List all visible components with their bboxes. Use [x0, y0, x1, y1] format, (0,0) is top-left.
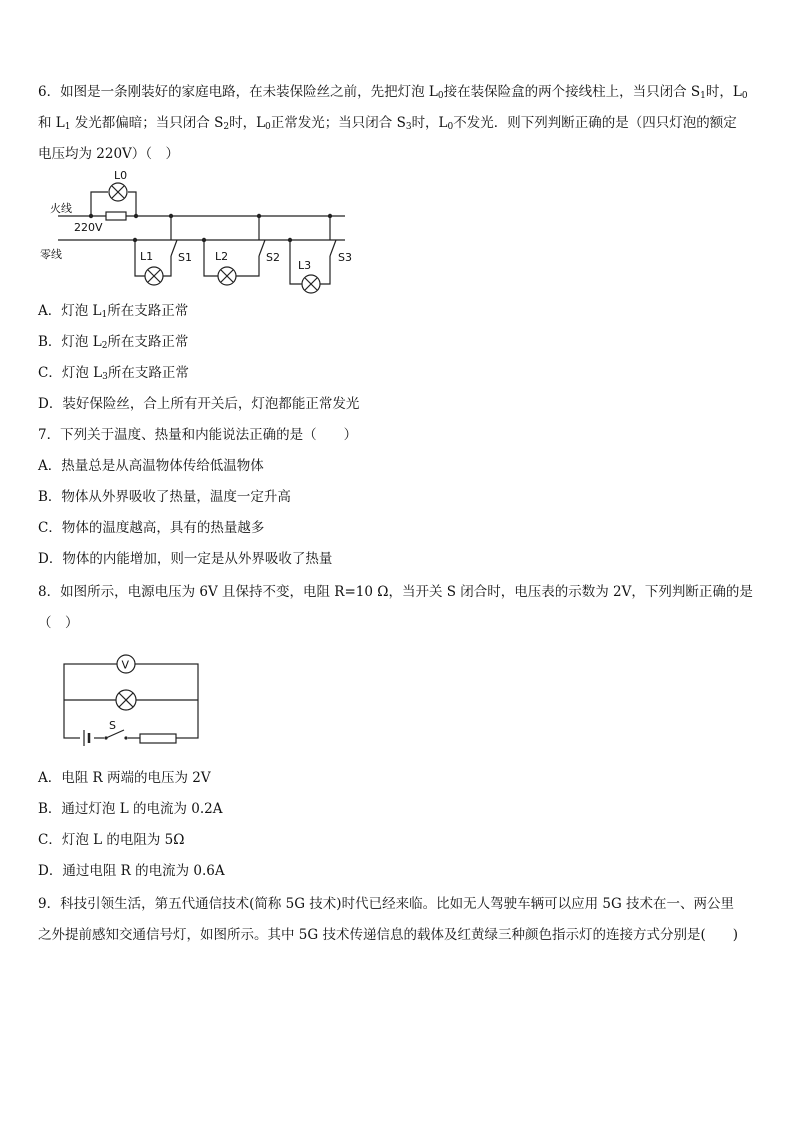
q6-circuit-diagram: [30, 168, 370, 298]
fuse-box: [106, 212, 126, 220]
q7-stem: 7．下列关于温度、热量和内能说法正确的是（ ）: [38, 427, 358, 443]
q6-option-d: D．装好保险丝，合上所有开关后，灯泡都能正常发光: [38, 396, 360, 412]
voltmeter-label: V: [121, 658, 130, 672]
s3-label: S3: [338, 251, 352, 264]
live-wire-label: 火线: [50, 202, 72, 215]
resistor-r: [140, 734, 176, 743]
q8-option-b: B．通过灯泡 L 的电流为 0.2A: [38, 801, 223, 817]
q6-stem-line-2: 和 $L_1$ 发光都偏暗；当只闭合 $S_2$时，$L_0$正常发光；当只闭合 $S_3$时，$L_0$不发光．则下列判断正确的是（四只灯泡的额定: [38, 115, 737, 132]
q8-option-c: C．灯泡 L 的电阻为 5Ω: [38, 832, 185, 848]
switch-label: S: [109, 719, 116, 732]
q8-stem-line-2: （ ）: [38, 615, 79, 631]
q7-option-a: A．热量总是从高温物体传给低温物体: [38, 458, 264, 474]
neutral-wire-label: 零线: [40, 248, 62, 261]
q9-stem-line-2: 之外提前感知交通信号灯，如图所示。其中 5G 技术传递信息的载体及红黄绿三种颜色指示灯的连接方式分别是( ): [38, 927, 738, 943]
q8-option-a: A．电阻 R 两端的电压为 2V: [38, 770, 211, 786]
q7-option-b: B．物体从外界吸收了热量，温度一定升高: [38, 489, 291, 505]
l2-label: L2: [215, 250, 229, 263]
q6-stem-line-1: 6．如图是一条刚装好的家庭电路，在未装保险丝之前，先把灯泡 $L_0$接在装保险盒的两个接线柱上，当只闭合 $S_1$时，$L_0$: [38, 84, 748, 101]
q8-stem-line-1: 8．如图所示，电源电压为 6V 且保持不变，电阻 R=10 Ω，当开关 S 闭合时，电压表的示数为 2V，下列判断正确的是: [38, 584, 753, 600]
q7-option-c: C．物体的温度越高，具有的热量越多: [38, 520, 265, 536]
l1-label: L1: [140, 250, 154, 263]
voltage-label: 220V: [74, 221, 103, 234]
s1-label: S1: [178, 251, 192, 264]
q8-circuit-diagram: [60, 650, 205, 746]
s2-label: S2: [266, 251, 280, 264]
q6-option-a: A．灯泡 $L_1$所在支路正常: [38, 303, 189, 320]
q9-stem-line-1: 9．科技引领生活，第五代通信技术(简称 5G 技术)时代已经来临。比如无人驾驶车辆可以应用 5G 技术在一、两公里: [38, 896, 735, 912]
q6-option-b: B．灯泡 $L_2$所在支路正常: [38, 334, 189, 351]
q7-option-d: D．物体的内能增加，则一定是从外界吸收了热量: [38, 551, 333, 567]
q8-option-d: D．通过电阻 R 的电流为 0.6A: [38, 863, 225, 879]
q6-stem-line-3: 电压均为 220V）（ ）: [38, 146, 180, 162]
l3-label: L3: [298, 259, 312, 272]
l0-label: L0: [114, 169, 128, 182]
q6-option-c: C．灯泡 $L_3$所在支路正常: [38, 365, 189, 382]
